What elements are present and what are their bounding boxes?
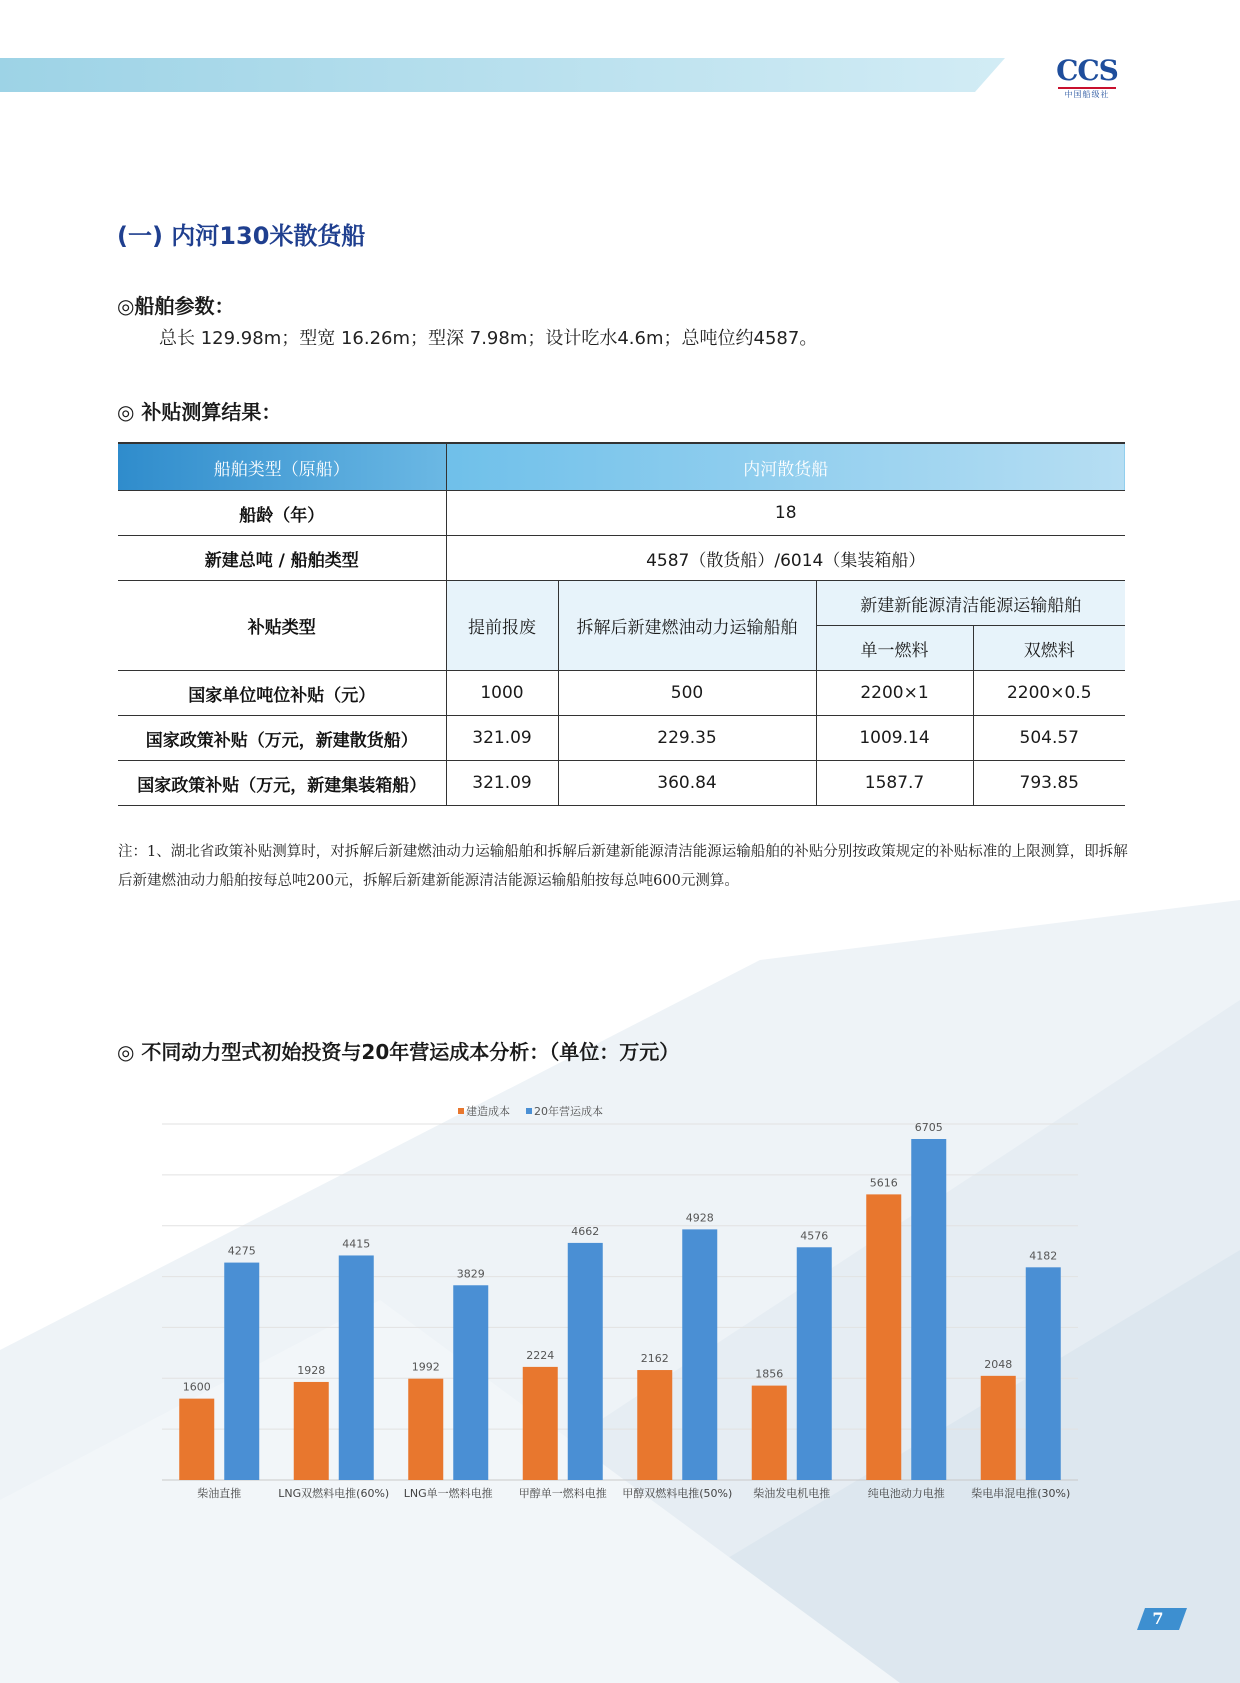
bar	[637, 1370, 672, 1480]
table-row	[118, 536, 1125, 581]
bar	[797, 1247, 832, 1480]
row-label: 国家政策补贴（万元，新建散货船）	[118, 716, 446, 761]
category-label: 柴油直推	[197, 1487, 242, 1500]
bar	[294, 1382, 329, 1480]
data-label: 4928	[685, 1211, 714, 1225]
bar	[339, 1255, 374, 1480]
data-label: 2224	[526, 1348, 555, 1362]
table-row	[118, 491, 1125, 536]
table-row	[118, 716, 1125, 761]
category-label: 柴油发电机电推	[753, 1487, 831, 1500]
tonnage-value: 4587（散货船）/6014（集装箱船）	[446, 536, 1125, 581]
category-label: 甲醇双燃料电推(50%)	[622, 1487, 733, 1500]
bar	[453, 1285, 488, 1480]
chart-heading: ◎ 不同动力型式初始投资与20年营运成本分析：（单位：万元）	[117, 1040, 680, 1064]
bar	[752, 1386, 787, 1480]
category-label: LNG单一燃料电推	[403, 1487, 493, 1500]
cell-value: 360.84	[558, 761, 816, 806]
cell-value: 229.35	[558, 716, 816, 761]
category-label: 柴电串混电推(30%)	[971, 1487, 1071, 1500]
data-label: 2048	[984, 1357, 1013, 1371]
subsidy-table	[118, 442, 1125, 806]
page-number: 7	[1152, 1609, 1164, 1628]
data-label: 6705	[914, 1121, 943, 1135]
legend-swatch	[458, 1108, 464, 1114]
subsidy-heading: ◎ 补贴测算结果：	[117, 400, 282, 424]
bar	[911, 1139, 946, 1480]
table-header-row	[118, 443, 1125, 491]
bar	[568, 1243, 603, 1480]
data-label: 4415	[342, 1237, 371, 1251]
row-label: 国家政策补贴（万元，新建集装箱船）	[118, 761, 446, 806]
bar	[523, 1367, 558, 1480]
data-label: 4182	[1029, 1249, 1058, 1263]
bar	[981, 1376, 1016, 1480]
table-row	[118, 671, 1125, 716]
category-label: LNG双燃料电推(60%)	[278, 1487, 390, 1500]
cell-value: 1000	[446, 671, 558, 716]
cell-value: 321.09	[446, 761, 558, 806]
logo-text: CCS	[1056, 54, 1118, 87]
table-note: 注：1、湖北省政策补贴测算时，对拆解后新建燃油动力运输船舶和拆解后新建新能源清洁能源运输船舶的补贴分别按政策规定的补贴标准的上限测算，即拆解后新建燃油动力船舶按每总吨200元，拆解后新建新能源清洁能源运输船舶按每总吨600元测算。	[118, 844, 1128, 889]
subsidy-type-label: 补贴类型	[118, 581, 446, 671]
bar	[408, 1379, 443, 1480]
tonnage-label: 新建总吨 / 船舶类型	[118, 536, 446, 581]
bar	[1026, 1267, 1061, 1480]
data-label: 1928	[297, 1363, 326, 1377]
header-ship-type: 船舶类型（原船）	[118, 443, 446, 491]
data-label: 4576	[800, 1229, 829, 1243]
cost-bar-chart	[140, 1098, 1090, 1518]
data-label: 1856	[755, 1367, 784, 1381]
age-value: 18	[446, 491, 1125, 536]
col-dual-fuel: 双燃料	[973, 626, 1125, 671]
data-label: 2162	[640, 1352, 669, 1366]
cell-value: 504.57	[973, 716, 1125, 761]
col-early-scrap: 提前报废	[446, 581, 558, 671]
cell-value: 1587.7	[816, 761, 973, 806]
bar	[179, 1399, 214, 1480]
bar	[682, 1229, 717, 1480]
cell-value: 321.09	[446, 716, 558, 761]
data-label: 4275	[227, 1244, 256, 1258]
data-label: 3829	[456, 1267, 485, 1281]
legend-label: 建造成本	[466, 1105, 510, 1118]
data-label: 4662	[571, 1224, 600, 1238]
age-label: 船龄（年）	[118, 491, 446, 536]
row-label: 国家单位吨位补贴（元）	[118, 671, 446, 716]
col-fuel-ship: 拆解后新建燃油动力运输船舶	[558, 581, 816, 671]
cell-value: 2200×1	[816, 671, 973, 716]
cell-value: 2200×0.5	[973, 671, 1125, 716]
table-row	[118, 761, 1125, 806]
cell-value: 1009.14	[816, 716, 973, 761]
category-label: 甲醇单一燃料电推	[518, 1487, 607, 1500]
params-text: 总长 129.98m；型宽 16.26m；型深 7.98m；设计吃水4.6m；总吨位约4587。	[159, 328, 818, 349]
data-label: 5616	[869, 1176, 898, 1190]
cell-value: 500	[558, 671, 816, 716]
header-ship-kind: 内河散货船	[446, 443, 1125, 491]
data-label: 1992	[411, 1360, 440, 1374]
logo-subtitle: 中国船级社	[1064, 90, 1110, 99]
legend-label: 20年营运成本	[534, 1105, 603, 1118]
bar	[866, 1194, 901, 1480]
section-title: (一) 内河130米散货船	[117, 222, 366, 250]
data-label: 1600	[182, 1380, 211, 1394]
cell-value: 793.85	[973, 761, 1125, 806]
col-single-fuel: 单一燃料	[816, 626, 973, 671]
legend-swatch	[526, 1108, 532, 1114]
category-label: 纯电池动力电推	[867, 1487, 945, 1500]
params-heading: ◎船舶参数：	[117, 294, 235, 318]
bar	[224, 1263, 259, 1480]
col-clean-energy: 新建新能源清洁能源运输船舶	[816, 581, 1125, 626]
table-row	[118, 581, 1125, 626]
